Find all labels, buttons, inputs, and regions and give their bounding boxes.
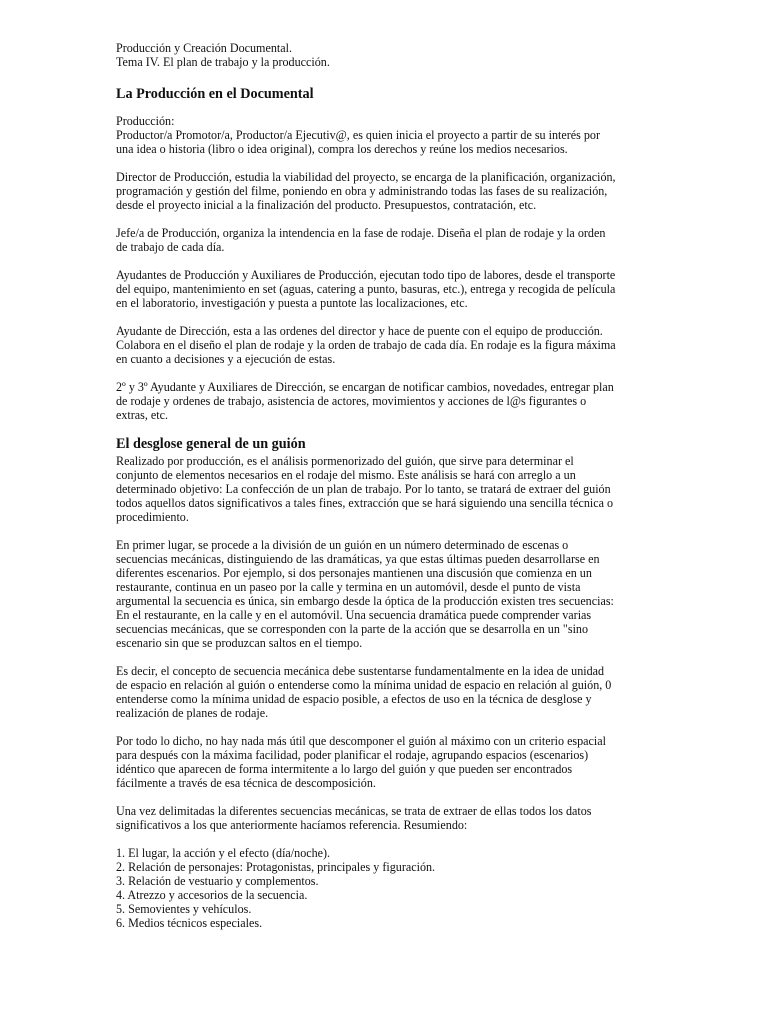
paragraph: [116, 804, 656, 832]
text-line: Ayudantes de Producción y Auxiliares de Producción, ejecutan todo tipo de labores, desde el transporte: [116, 268, 616, 282]
text-line: extras, etc.: [116, 408, 169, 422]
text-line: escenario sin que se produzcan saltos en el tiempo.: [116, 636, 363, 650]
text-line: programación y gestión del filme, poniendo en obra y administrando todas las fases de su realización,: [116, 184, 608, 198]
paragraph: [116, 324, 656, 366]
text-line: realización de planes de rodaje.: [116, 706, 269, 720]
paragraph: [116, 380, 656, 422]
text-line: todos aquellos datos significativos a tales fines, extracción que se hará siguiendo una sencilla técnica o: [116, 496, 614, 510]
text-line: secuencias mecánicas, que se corresponden con la parte de la acción que se desarrolla en un "sino: [116, 622, 589, 636]
text-line: Productor/a Promotor/a, Productor/a Ejecutiv@, es quien inicia el proyecto a partir de su interés por: [116, 128, 600, 142]
list-item: 5. Semovientes y vehículos.: [116, 902, 252, 916]
list-item: 6. Medios técnicos especiales.: [116, 916, 263, 930]
paragraph: [116, 170, 656, 212]
text-line: Realizado por producción, es el análisis pormenorizado del guión, que sirve para determinar el: [116, 454, 574, 468]
text-line: desde el proyecto inicial a la finalización del producto. Presupuestos, contratación, etc.: [116, 198, 537, 212]
text-line: En el restaurante, en la calle y en el automóvil. Una secuencia dramática puede comprender varias: [116, 608, 592, 622]
text-line: procedimiento.: [116, 510, 189, 524]
paragraph: [116, 538, 656, 650]
text-line: Ayudante de Dirección, esta a las ordenes del director y hace de puente con el equipo de producción.: [116, 324, 603, 338]
text-line: Director de Producción, estudia la viabilidad del proyecto, se encarga de la planificación, organización,: [116, 170, 616, 184]
text-line: de trabajo de cada día.: [116, 240, 225, 254]
header-course-title: Producción y Creación Documental.: [116, 41, 292, 55]
section-heading-desglose: El desglose general de un guión: [116, 436, 306, 452]
list-item: 2. Relación de personajes: Protagonistas, principales y figuración.: [116, 860, 436, 874]
text-line: de rodaje y ordenes de trabajo, asistencia de actores, movimientos y acciones de l@s figurantes o: [116, 394, 587, 408]
text-line: Una vez delimitadas la diferentes secuencias mecánicas, se trata de extraer de ellas todos los datos: [116, 804, 592, 818]
section-desglose-body: [116, 454, 656, 832]
paragraph: [116, 268, 656, 310]
text-line: en el laboratorio, investigación y puesta a puntote las localizaciones, etc.: [116, 296, 468, 310]
summary-list: [116, 846, 656, 930]
paragraph: [116, 454, 656, 524]
text-line: en cuanto a decisiones y a ejecución de estas.: [116, 352, 336, 366]
section-heading-produccion: La Producción en el Documental: [116, 86, 314, 102]
paragraph: [116, 664, 656, 720]
text-line: Colabora en el diseño el plan de rodaje y la orden de trabajo de cada día. En rodaje es la figura máxima: [116, 338, 616, 352]
list-item: 3. Relación de vestuario y complementos.: [116, 874, 319, 888]
text-line: entenderse como la mínima unidad de espacio posible, a efectos de uso en la técnica de desglose y: [116, 692, 592, 706]
text-line: diferentes escenarios. Por ejemplo, si dos personajes mantienen una discusión que comienza en un: [116, 566, 592, 580]
text-line: significativos a los que anteriormente hacíamos referencia. Resumiendo:: [116, 818, 468, 832]
text-line: idéntico que aparecen de forma intermitente a lo largo del guión y que pueden ser encontrados: [116, 762, 573, 776]
text-line: conjunto de elementos necesarios en el rodaje del mismo. Este análisis se hará con arreglo a un: [116, 468, 576, 482]
text-line: Es decir, el concepto de secuencia mecánica debe sustentarse fundamentalmente en la idea de unidad: [116, 664, 605, 678]
text-line: una idea o historia (libro o idea original), compra los derechos y reúne los medios necesarios.: [116, 142, 568, 156]
paragraph: [116, 114, 656, 156]
document-header: [116, 41, 656, 69]
list-item: 4. Atrezzo y accesorios de la secuencia.: [116, 888, 308, 902]
text-line: secuencias mecánicas, distinguiendo de las dramáticas, ya que estas últimas pueden desarrollarse en: [116, 552, 600, 566]
header-topic-title: Tema IV. El plan de trabajo y la producción.: [116, 55, 330, 69]
list-item: 1. El lugar, la acción y el efecto (día/noche).: [116, 846, 331, 860]
text-line: del equipo, mantenimiento en set (aguas, catering a punto, basuras, etc.), entrega y recogida de película: [116, 282, 616, 296]
text-line: En primer lugar, se procede a la división de un guión en un número determinado de escenas o: [116, 538, 569, 552]
text-line: Producción:: [116, 114, 175, 128]
text-line: de espacio en relación al guión o entenderse como la mínima unidad de espacio en relación al guión, 0: [116, 678, 612, 692]
text-line: Jefe/a de Producción, organiza la intendencia en la fase de rodaje. Diseña el plan de rodaje y la orden: [116, 226, 606, 240]
paragraph: [116, 734, 656, 790]
text-line: para después con la máxima facilidad, poder planificar el rodaje, agrupando espacios (escenarios): [116, 748, 589, 762]
text-line: fácilmente a través de esa técnica de descomposición.: [116, 776, 376, 790]
text-line: determinado objetivo: La confección de un plan de trabajo. Por lo tanto, se tratará de extraer del guión: [116, 482, 611, 496]
paragraph: [116, 226, 656, 254]
text-line: argumental la secuencia es única, sin embargo desde la óptica de la producción existen tres secuencias:: [116, 594, 614, 608]
text-line: Por todo lo dicho, no hay nada más útil que descomponer el guión al máximo con un criterio espacial: [116, 734, 607, 748]
text-line: 2º y 3º Ayudante y Auxiliares de Dirección, se encargan de notificar cambios, novedades, entregar plan: [116, 380, 614, 394]
text-line: restaurante, continua en un paseo por la calle y termina en un automóvil, desde el punto de vista: [116, 580, 581, 594]
section-produccion-body: [116, 114, 656, 422]
document-page: [116, 41, 656, 930]
